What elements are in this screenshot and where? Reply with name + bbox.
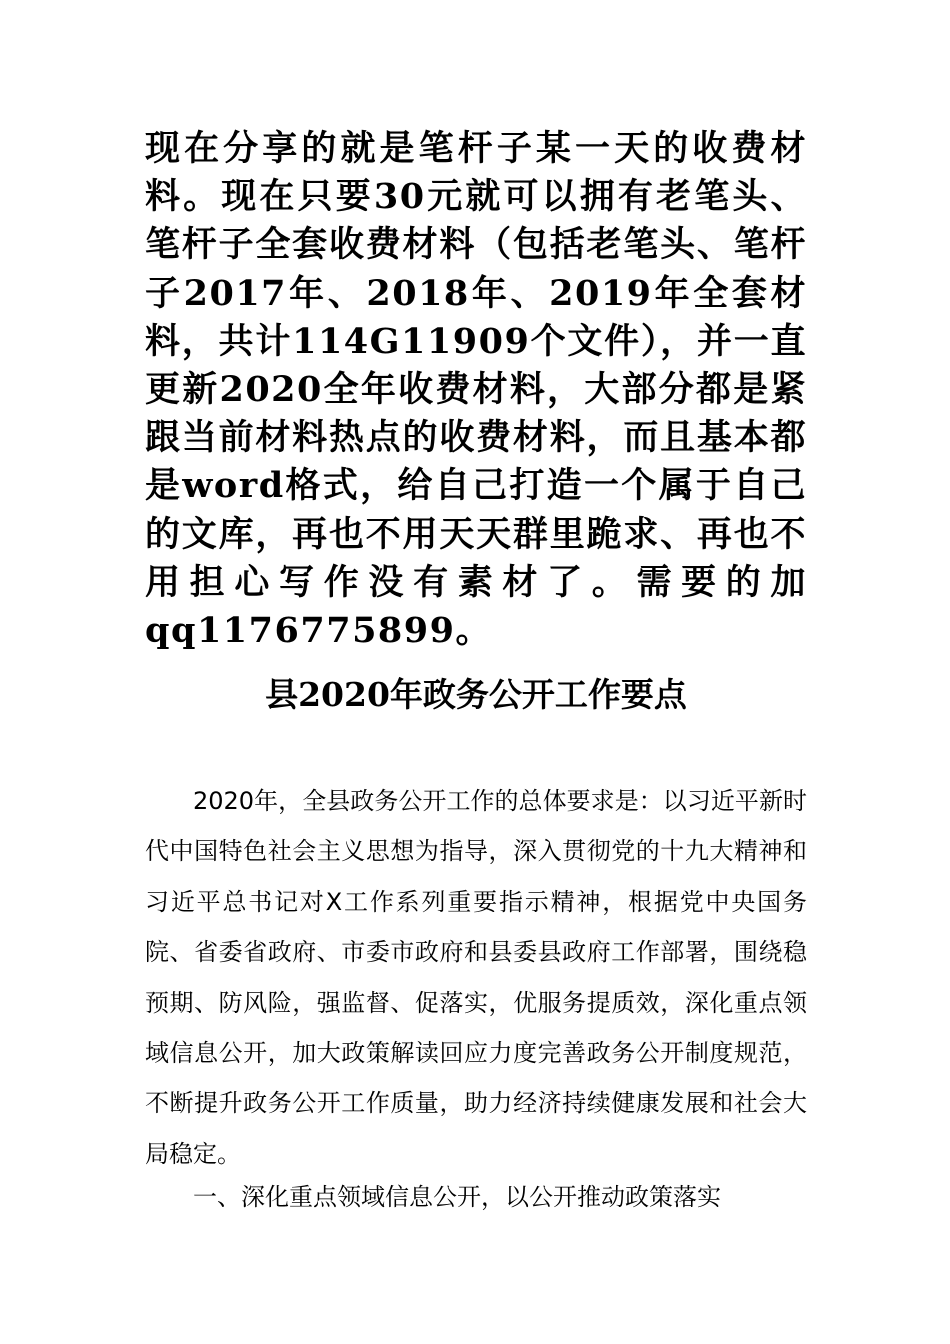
section-heading: 一、深化重点领域信息公开，以公开推动政策落实 — [193, 1183, 721, 1211]
document-title: 县2020年政务公开工作要点 — [265, 675, 687, 714]
body-paragraph: 2020年，全县政务公开工作的总体要求是：以习近平新时代中国特色社会主义思想为指导，深入贯彻党的十九大精神和习近平总书记对X工作系列重要指示精神，根据党中央国务院、省委省政府、市委市政府和县委县政府工作部署，围绕稳预期、防风险，强监督、促落实，优服务提质效，深化重点领域信息公开，加大政策解读回应力度完善政务公开制度规范，不断提升政务公开工作质量，助力经济持续健康发展和社会大局稳定。 — [145, 787, 807, 1168]
ad-notice-paragraph: 现在分享的就是笔杆子某一天的收费材料。现在只要30元就可以拥有老笔头、笔杆子全套收费材料（包括老笔头、笔杆子2017年、2018年、2019年全套材料，共计114G11909个文件），并一直更新2020全年收费材料，大部分都是紧跟当前材料热点的收费材料，而且基本都是word格式，给自己打造一个属于自己的文库，再也不用天天群里跪求、再也不用担心写作没有素材了。需要的加qq1176775899。 — [145, 128, 807, 652]
